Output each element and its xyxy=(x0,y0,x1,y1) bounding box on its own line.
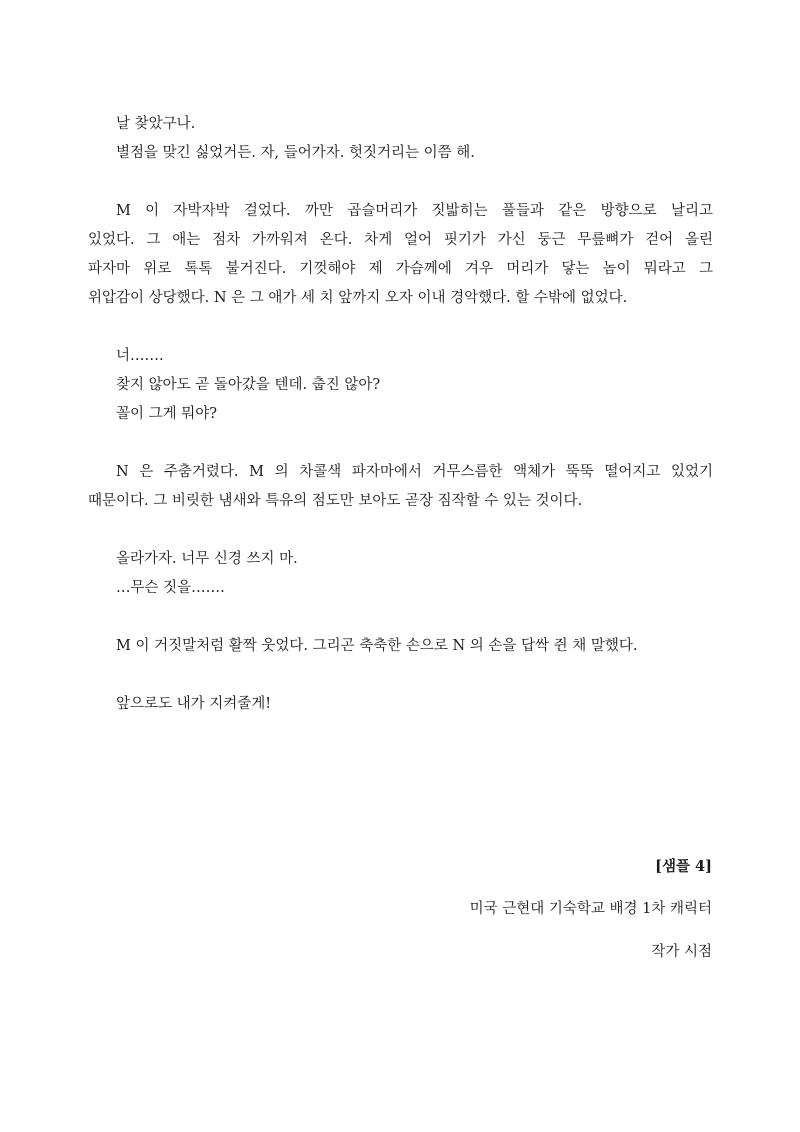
dialogue-line: 날 찾았구나. xyxy=(116,116,196,132)
dialogue-line: 찾지 않아도 곧 돌아갔을 텐데. 춥진 않아? xyxy=(116,377,381,393)
paragraph-line: N 은 주춤거렸다. M 의 차콜색 파자마에서 거무스름한 액체가 뚝뚝 떨어지고 있었기 xyxy=(116,464,713,480)
paragraph-line: 때문이다. 그 비릿한 냄새와 특유의 점도만 보아도 곧장 짐작할 수 있는 것이다. xyxy=(88,493,583,509)
paragraph-gap xyxy=(88,313,713,342)
dialogue-line: …무슨 짓을……. xyxy=(116,580,225,596)
sample-title: [샘플 4] xyxy=(655,858,712,875)
dialogue-line: 꼴이 그게 뭐야? xyxy=(116,406,218,422)
sample-setting: 미국 근현대 기숙학교 배경 1차 캐릭터 xyxy=(469,901,712,917)
paragraph-line: 파자마 위로 톡톡 불거진다. 기껏해야 제 가슴께에 겨우 머리가 닿는 놈이 뭐라고 그 xyxy=(88,261,713,277)
dialogue-line: 올라가자. 너무 신경 쓰지 마. xyxy=(116,551,298,567)
sample-info xyxy=(470,852,712,981)
paragraph-gap xyxy=(88,429,713,458)
paragraph-gap xyxy=(88,516,713,545)
paragraph-line: M 이 거짓말처럼 활짝 웃었다. 그리곤 축축한 손으로 N 의 손을 답싹 쥔 채 말했다. xyxy=(116,638,638,654)
dialogue-line: 앞으로도 내가 지켜줄게! xyxy=(116,696,272,712)
story-text xyxy=(88,110,713,719)
paragraph-gap xyxy=(88,661,713,690)
paragraph-gap xyxy=(88,168,713,197)
paragraph-line: 있었다. 그 애는 점차 가까워져 온다. 차게 얼어 핏기가 가신 둥근 무릎뼈가 걷어 올린 xyxy=(88,232,713,248)
dialogue-line: 너……. xyxy=(116,348,164,364)
sample-pov: 작가 시점 xyxy=(651,944,712,960)
paragraph-gap xyxy=(88,603,713,632)
paragraph-line: M 이 자박자박 걸었다. 까만 곱슬머리가 짓밟히는 풀들과 같은 방향으로 날리고 xyxy=(116,203,713,219)
paragraph-line: 위압감이 상당했다. N 은 그 애가 세 치 앞까지 오자 이내 경악했다. 할 수밖에 없었다. xyxy=(88,290,628,306)
dialogue-line: 별점을 맞긴 싫었거든. 자, 들어가자. 헛짓거리는 이쯤 해. xyxy=(116,145,475,161)
